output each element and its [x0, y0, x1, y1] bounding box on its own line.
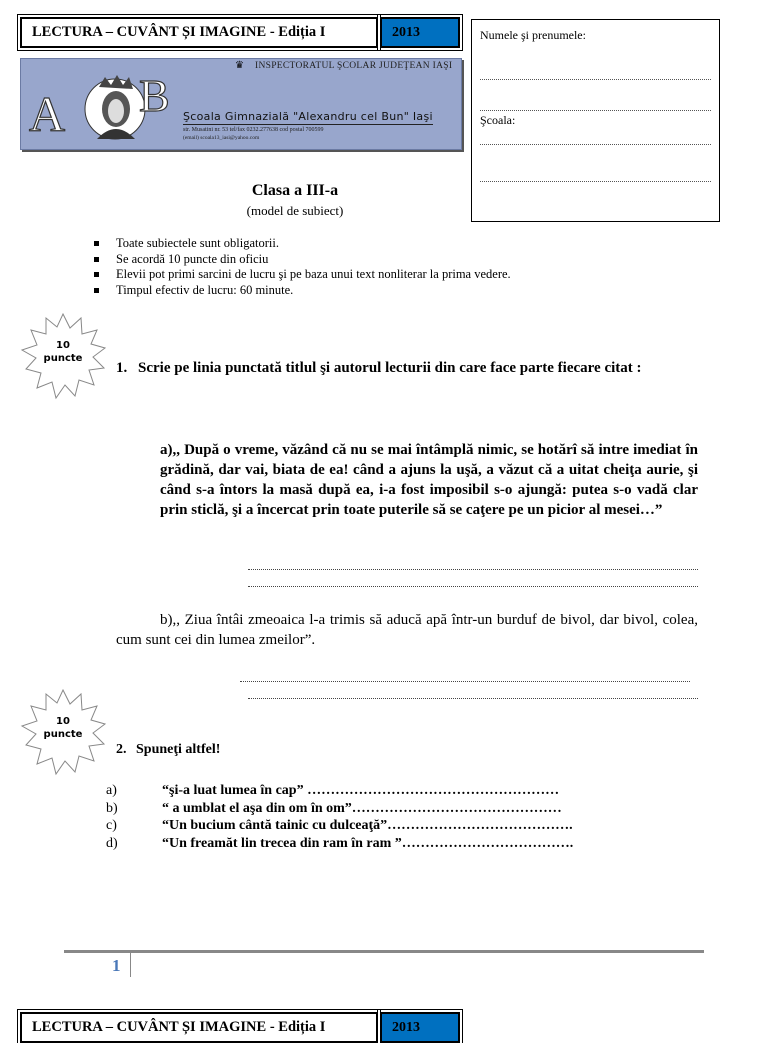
q2-item-letter: c)	[106, 818, 117, 833]
page-number: 1	[112, 956, 121, 975]
school-line-2[interactable]	[480, 167, 711, 182]
q2-item-letter: a)	[106, 783, 117, 798]
crest-icon: ♛	[235, 60, 244, 71]
question-1	[116, 358, 700, 378]
logo-letter-b: B	[139, 70, 170, 121]
contest-title-text: LECTURA – CUVÂNT ȘI IMAGINE - Ediția I	[32, 24, 326, 40]
question-2-text: Spuneţi altfel!	[136, 742, 221, 757]
year-badge	[380, 17, 460, 48]
answer-line-b1[interactable]	[240, 680, 690, 682]
school-address: str. Musatini nr. 53 tel/fax 0232.277638 cod postal 700599	[183, 127, 324, 133]
q2-item-letter: d)	[106, 835, 118, 851]
school-logo	[21, 59, 181, 151]
q2-item-text: “şi-a luat lumea în cap” ………………………………………………	[162, 783, 560, 798]
q2-item-letter: b)	[106, 800, 118, 816]
q2-item-text: “Un freamăt lin trecea din ram în ram ”……………………………….	[162, 835, 574, 851]
answer-line-b2[interactable]	[248, 697, 698, 699]
next-page-year-text: 2013	[392, 1019, 420, 1035]
q2-items	[106, 782, 706, 852]
next-page-title-text: LECTURA – CUVÂNT ȘI IMAGINE - Ediția I	[32, 1019, 326, 1035]
inspectorate-name: INSPECTORATUL ŞCOLAR JUDEŢEAN IAŞI	[255, 61, 453, 71]
q2-item	[106, 817, 706, 835]
points-badge-2	[18, 688, 108, 776]
answer-line-a2[interactable]	[248, 585, 698, 587]
badge-points: 10	[56, 340, 70, 351]
q2-item-text: “Un bucium cântă tainic cu dulceaţă”………………………………….	[162, 818, 573, 833]
student-info-box	[471, 19, 720, 222]
school-line-1[interactable]	[480, 130, 711, 145]
question-1-number: 1.	[116, 360, 128, 376]
footer-rule	[64, 950, 704, 953]
footer-divider	[130, 953, 131, 977]
q2-item	[106, 800, 706, 818]
school-email: (email) scoala13_iasi@yahoo.com	[183, 135, 260, 141]
contest-title	[20, 17, 378, 48]
rule-item: Timpul efectiv de lucru: 60 minute.	[92, 283, 511, 299]
answer-line-a1[interactable]	[248, 568, 698, 570]
question-2	[116, 740, 516, 760]
rules-list	[92, 236, 511, 298]
quote-a: a),, După o vreme, văzând că nu se mai întâmplă nimic, se hotărî să intre imediat în grădină, dar vai, biata de ea! când a ajuns la uşă, a văzut că a uitat cheiţa aurie, şi când s-a întors la masă după ea, i-a fost imposibil s-o ajungă: putea s-o vadă clar prin sticlă, şi a încercat prin toate puterile să se caţere pe un picior al mesei…”	[160, 442, 698, 518]
q2-item-text: “ a umblat el aşa din om în om”………………………………………	[162, 800, 562, 816]
school-label: Şcoala:	[480, 113, 516, 127]
badge-points: 10	[56, 716, 70, 727]
school-name: Şcoala Gimnazială "Alexandru cel Bun" Iaşi	[183, 110, 433, 123]
q2-item	[106, 835, 706, 853]
logo-letter-a: A	[29, 86, 66, 142]
name-label: Numele şi prenumele:	[480, 28, 586, 42]
quote-b: b),, Ziua întâi zmeoaica l-a trimis să aducă apă într-un burduf de bivol, dar bivol, colea, cum sunt cei din lumea zmeilor”.	[116, 612, 698, 648]
school-banner	[20, 58, 462, 150]
next-page-contest-title	[20, 1012, 378, 1043]
class-title: Clasa a III-a	[251, 182, 339, 199]
exam-subtitle: (model de subiect)	[246, 203, 344, 218]
badge-unit: puncte	[43, 729, 83, 740]
question-1-text: Scrie pe linia punctată titlul şi autorul lecturii din care face parte fiecare citat :	[138, 360, 642, 376]
next-page-year-badge	[380, 1012, 460, 1043]
year-text: 2013	[392, 24, 420, 40]
badge-unit: puncte	[43, 353, 83, 364]
q2-item	[106, 782, 706, 800]
points-badge-1	[18, 312, 108, 400]
rule-item: Elevii pot primi sarcini de lucru şi pe baza unui text nonliterar la prima vedere.	[92, 267, 511, 283]
rule-item: Se acordă 10 puncte din oficiu	[92, 252, 511, 268]
rule-item: Toate subiectele sunt obligatorii.	[92, 236, 511, 252]
question-2-number: 2.	[116, 742, 127, 757]
name-line-2[interactable]	[480, 96, 711, 111]
name-line-1[interactable]	[480, 65, 711, 80]
